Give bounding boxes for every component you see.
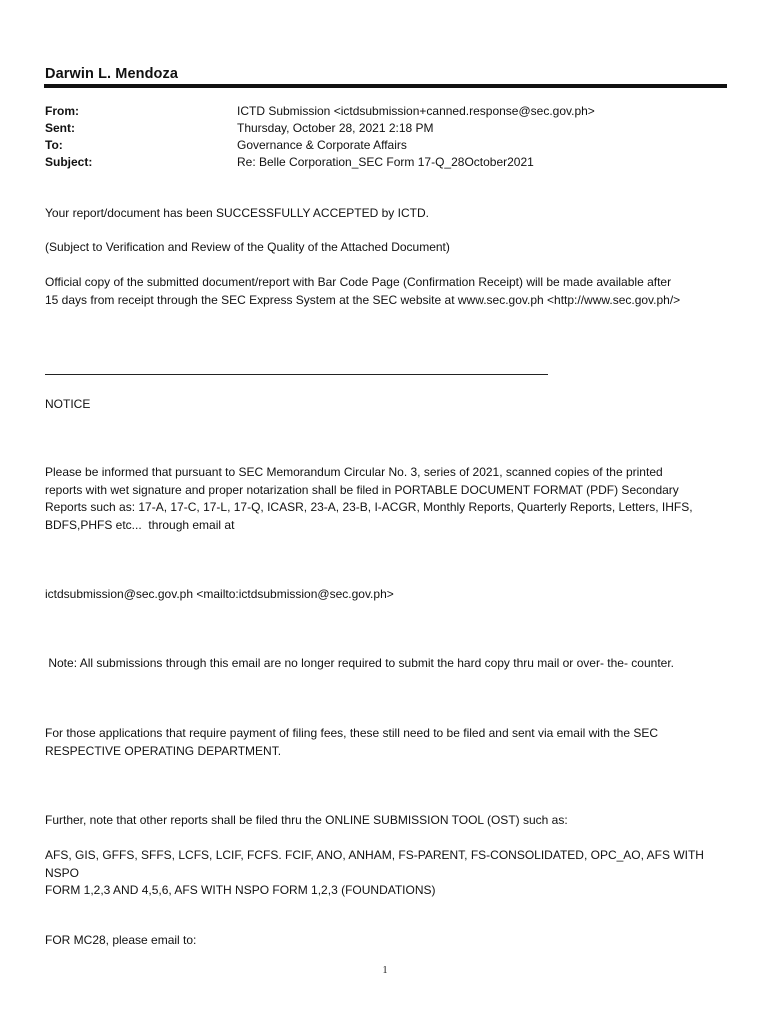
ost-intro: Further, note that other reports shall be filed thru the ONLINE SUBMISSION TOOL (OST) such as: [45,813,568,827]
subject-value: Re: Belle Corporation_SEC Form 17-Q_28October2021 [237,155,534,169]
sent-value: Thursday, October 28, 2021 2:18 PM [237,121,434,135]
submission-email-address: ictdsubmission@sec.gov.ph <mailto:ictdsubmission@sec.gov.ph> [45,587,394,601]
memorandum-paragraph: Please be informed that pursuant to SEC Memorandum Circular No. 3, series of 2021, scanned copies of the printed reports with wet signature and proper notarization shall be filed in PORTABLE DOCUMENT FORMAT (PDF) Secondary Reports such as: 17-A, 17-C, 17-L, 17-Q, ICASR, 23-A, 23-B, I-ACGR, Monthly Reports, Quarterly Reports, Letters, IHFS, BDFS,PHFS etc... through email at [45,465,693,532]
header-divider [44,84,727,88]
subject-label: Subject: [45,155,93,169]
filing-fees-paragraph: For those applications that require payment of filing fees, these still need to be filed and sent via email with the SEC RESPECTIVE OPERATING DEPARTMENT. [45,726,659,758]
accepted-message: Your report/document has been SUCCESSFULLY ACCEPTED by ICTD. [45,206,429,220]
to-label: To: [45,138,63,152]
page-number: 1 [382,965,388,976]
hard-copy-note: Note: All submissions through this email are no longer required to submit the hard copy thru mail or over- the- counter. [45,656,674,670]
ost-report-list: AFS, GIS, GFFS, SFFS, LCFS, LCIF, FCFS. FCIF, ANO, ANHAM, FS-PARENT, FS-CONSOLIDATED, OPC_AO, AFS WITH NSPO FORM 1,2,3 AND 4,5,6, AFS WITH NSPO FORM 1,2,3 (FOUNDATIONS) [45,848,704,897]
to-value: Governance & Corporate Affairs [237,138,407,152]
notice-heading: NOTICE [45,397,91,411]
sender-name: Darwin L. Mendoza [45,66,179,82]
from-label: From: [45,104,79,118]
sent-label: Sent: [45,121,75,135]
from-value: ICTD Submission <ictdsubmission+canned.response@sec.gov.ph> [237,104,595,118]
verification-note: (Subject to Verification and Review of the Quality of the Attached Document) [45,240,450,254]
separator-line [45,374,548,375]
mc28-instruction: FOR MC28, please email to: [45,933,197,947]
official-copy-paragraph: Official copy of the submitted document/report with Bar Code Page (Confirmation Receipt) will be made available after 15 days from receipt through the SEC Express System at the SEC website at www.sec.gov.ph <http://www.sec.gov.ph/> [45,275,681,307]
